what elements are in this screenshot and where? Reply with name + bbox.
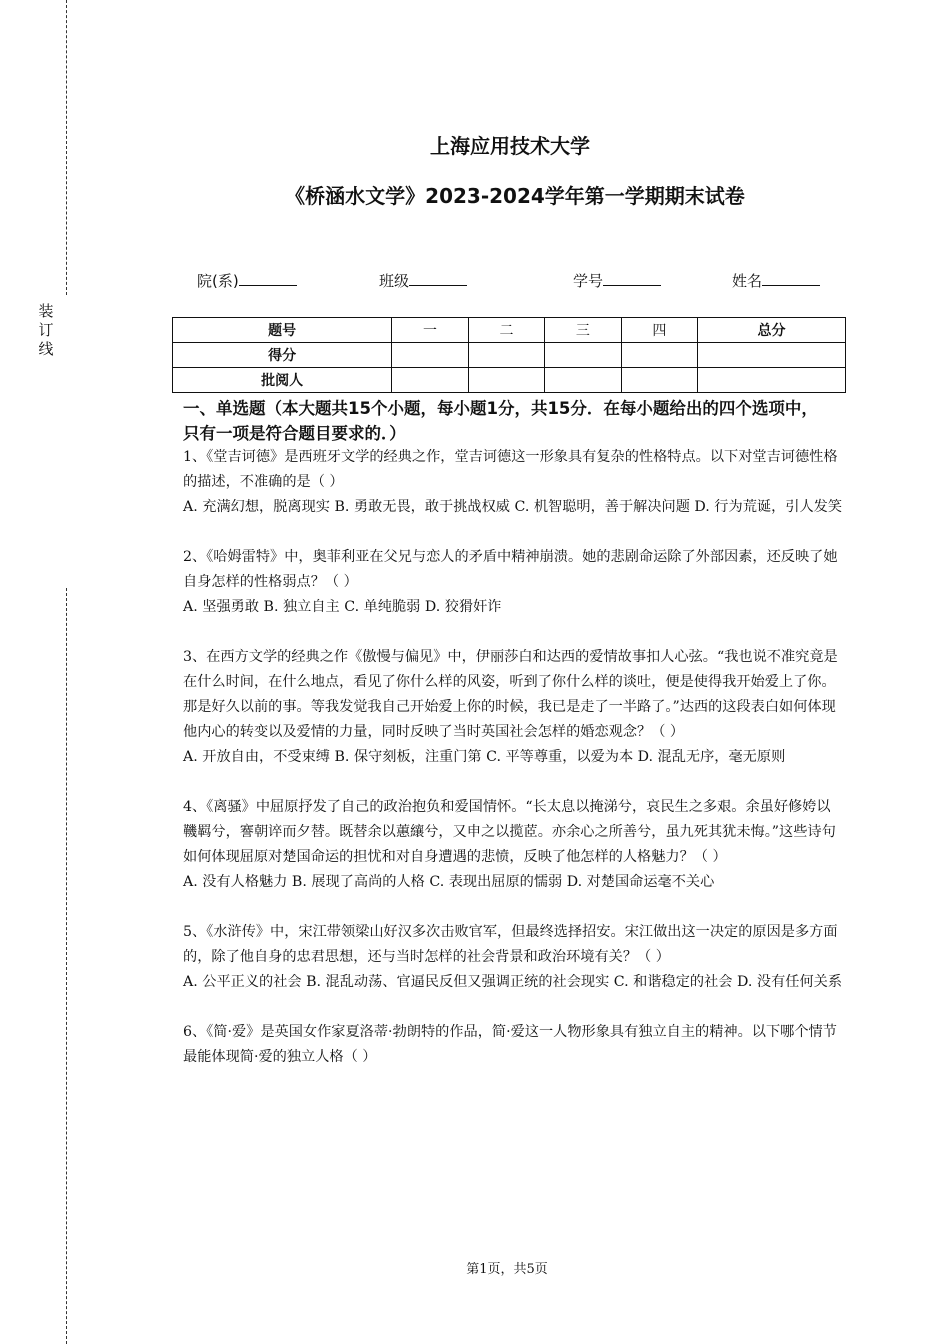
score-cell[interactable] [698, 343, 846, 368]
name-label: 姓名 [732, 272, 763, 290]
question [183, 645, 843, 770]
score-cell[interactable] [545, 343, 621, 368]
score-cell[interactable] [621, 343, 697, 368]
score-row [173, 343, 846, 368]
question [183, 445, 843, 520]
score-table-header-row [173, 318, 846, 343]
score-col-1: 一 [392, 318, 468, 343]
score-table [172, 317, 846, 393]
class-blank[interactable] [409, 270, 467, 286]
reviewer-cell[interactable] [545, 368, 621, 393]
question [183, 920, 843, 995]
question-stem: 3、在西方文学的经典之作《傲慢与偏见》中，伊丽莎白和达西的爱情故事扣人心弦。“我也说不准究竟是在什么时间，在什么地点，看见了你什么样的风姿，听到了你什么样的谈吐，便是使得我开始爱上了你。那是好久以前的事。等我发觉我自己开始爱上你的时候，我已是走了一半路了。”达西的这段表白如何体现他内心的转变以及爱情的力量，同时反映了当时英国社会怎样的婚恋观念？（ ） [183, 649, 838, 740]
score-cell[interactable] [392, 343, 468, 368]
exam-title: 《桥涵水文学》2023-2024学年第一学期期末试卷 [285, 184, 745, 208]
section-title: 一、单选题（本大题共15个小题，每小题1分，共15分．在每小题给出的四个选项中，只有一项是符合题目要求的．） [183, 399, 818, 443]
student-id-label: 学号 [573, 272, 604, 290]
reviewer-cell[interactable] [621, 368, 697, 393]
binding-line-bottom [66, 588, 67, 1344]
class-label: 班级 [379, 272, 410, 290]
question-stem: 6、《简·爱》是英国女作家夏洛蒂·勃朗特的作品，简·爱这一人物形象具有独立自主的精神。以下哪个情节最能体现简·爱的独立人格（ ） [183, 1024, 837, 1065]
binding-char: 订 [38, 321, 54, 339]
question-stem: 2、《哈姆雷特》中，奥菲利亚在父兄与恋人的矛盾中精神崩溃。她的悲剧命运除了外部因素，还反映了她自身怎样的性格弱点？（ ） [183, 549, 838, 590]
score-row-label: 得分 [173, 343, 392, 368]
question-options: A. 坚强勇敢 B. 独立自主 C. 单纯脆弱 D. 狡猾奸诈 [183, 599, 502, 615]
name-field[interactable] [732, 270, 820, 291]
question-list [183, 445, 843, 1095]
score-col-3: 三 [545, 318, 621, 343]
department-field[interactable] [197, 270, 297, 291]
question [183, 545, 843, 620]
score-col-total: 总分 [698, 318, 846, 343]
reviewer-row-label: 批阅人 [173, 368, 392, 393]
student-id-field[interactable] [573, 270, 661, 291]
question [183, 1020, 843, 1070]
university-title: 上海应用技术大学 [430, 134, 590, 158]
department-label: 院(系) [197, 272, 239, 290]
binding-char: 线 [38, 340, 54, 358]
question-options: A. 公平正义的社会 B. 混乱动荡、官逼民反但又强调正统的社会现实 C. 和谐稳定的社会 D. 没有任何关系 [183, 974, 843, 990]
question-options: A. 开放自由，不受束缚 B. 保守刻板，注重门第 C. 平等尊重，以爱为本 D. 混乱无序，毫无原则 [183, 749, 786, 765]
reviewer-cell[interactable] [698, 368, 846, 393]
page-footer: 第1页，共5页 [466, 1262, 548, 1277]
question [183, 795, 843, 895]
score-cell[interactable] [468, 343, 544, 368]
question-stem: 4、《离骚》中屈原抒发了自己的政治抱负和爱国情怀。“长太息以掩涕兮，哀民生之多艰。余虽好修姱以鞿羁兮，謇朝谇而夕替。既替余以蕙纕兮，又申之以揽茝。亦余心之所善兮，虽九死其犹未悔。”这些诗句如何体现屈原对楚国命运的担忧和对自身遭遇的悲愤，反映了他怎样的人格魅力？（ ） [183, 799, 836, 865]
binding-char: 装 [38, 302, 54, 320]
question-options: A. 没有人格魅力 B. 展现了高尚的人格 C. 表现出屈原的懦弱 D. 对楚国命运毫不关心 [183, 874, 715, 890]
score-col-4: 四 [621, 318, 697, 343]
score-col-2: 二 [468, 318, 544, 343]
question-options: A. 充满幻想，脱离现实 B. 勇敢无畏，敢于挑战权威 C. 机智聪明，善于解决问题 D. 行为荒诞，引人发笑 [183, 499, 843, 515]
reviewer-cell[interactable] [392, 368, 468, 393]
class-field[interactable] [379, 270, 467, 291]
binding-label [36, 302, 56, 359]
question-stem: 5、《水浒传》中，宋江带领梁山好汉多次击败官军，但最终选择招安。宋江做出这一决定的原因是多方面的，除了他自身的忠君思想，还与当时怎样的社会背景和政治环境有关？（ ） [183, 924, 838, 965]
score-header-label: 题号 [173, 318, 392, 343]
department-blank[interactable] [239, 270, 297, 286]
student-id-blank[interactable] [603, 270, 661, 286]
reviewer-row [173, 368, 846, 393]
name-blank[interactable] [762, 270, 820, 286]
question-stem: 1、《堂吉诃德》是西班牙文学的经典之作，堂吉诃德这一形象具有复杂的性格特点。以下对堂吉诃德性格的描述，不准确的是（ ） [183, 449, 838, 490]
reviewer-cell[interactable] [468, 368, 544, 393]
